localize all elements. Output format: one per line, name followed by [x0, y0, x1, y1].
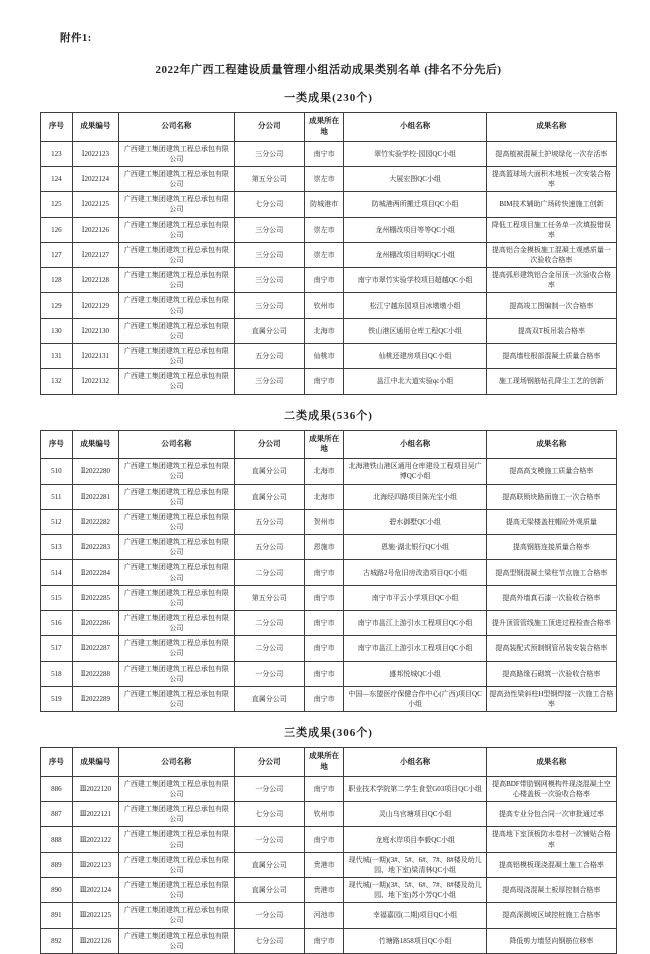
table-cell: 提升顶管管线施工顶进过程检查合格率 [486, 611, 616, 636]
table-cell: Ⅰ2022124 [72, 167, 118, 192]
table-cell: 887 [41, 802, 73, 827]
column-header: 分公司 [234, 748, 304, 777]
table-row [41, 827, 617, 852]
table-cell: 广西建工集团建筑工程总承包有限公司 [119, 268, 235, 293]
table-cell: 第五分公司 [234, 585, 304, 610]
table-row [41, 560, 617, 585]
table-cell: 提高深测坡区域控桩施工合格率 [486, 903, 616, 928]
table-cell: 钦州市 [304, 802, 344, 827]
table-cell: 126 [41, 217, 73, 242]
table-cell: Ⅱ2022281 [72, 484, 118, 509]
table-cell: 二分公司 [234, 636, 304, 661]
table-cell: 北海经四路项目陈光宝小组 [344, 484, 486, 509]
table-cell: 盛邦悦城QC小组 [344, 661, 486, 686]
table-cell: 贵港市 [304, 878, 344, 903]
table-caption-category-3: 三类成果(306个) [284, 727, 373, 740]
table-cell: 七分公司 [234, 192, 304, 217]
column-header: 成果所在地 [304, 430, 344, 459]
table-cell: 贺州市 [304, 509, 344, 534]
table-row [41, 636, 617, 661]
table-cell: Ⅱ2022286 [72, 611, 118, 636]
table-cell: 龙州棚改项目明明QC小组 [344, 242, 486, 267]
table-cell: 仙桃市 [304, 344, 344, 369]
table-cell: 提高钢筋连接质量合格率 [486, 535, 616, 560]
table-cell: 提高现浇混凝土板厚控制合格率 [486, 878, 616, 903]
table-cell: Ⅱ2022289 [72, 686, 118, 711]
table-cell: 南宁市 [304, 661, 344, 686]
table-cell: 二分公司 [234, 611, 304, 636]
table-cell: 890 [41, 878, 73, 903]
table-cell: 515 [41, 585, 73, 610]
table-cell: 职业技术学院第二学生食堂G03项目QC小组 [344, 776, 486, 801]
column-header: 成果编号 [72, 113, 118, 142]
table-cell: 广西建工集团建筑工程总承包有限公司 [119, 192, 235, 217]
table-cell: 广西建工集团建筑工程总承包有限公司 [119, 459, 235, 484]
table-cell: 龙州棚改项目等等QC小组 [344, 217, 486, 242]
table-cell: 三分公司 [234, 141, 304, 166]
table-cell: 广西建工集团建筑工程总承包有限公司 [119, 636, 235, 661]
table-cell: 南宁市 [304, 827, 344, 852]
table-cell: 广西建工集团建筑工程总承包有限公司 [119, 903, 235, 928]
table-cell: 广西建工集团建筑工程总承包有限公司 [119, 484, 235, 509]
table-cell: 三分公司 [234, 242, 304, 267]
table-cell: 龙庭水岸项目李毅QC小组 [344, 827, 486, 852]
table-cell: 恩施市 [304, 535, 344, 560]
table-cell: 南宁市邕江上游引水工程项目QC小组 [344, 611, 486, 636]
column-header: 序号 [41, 113, 73, 142]
table-cell: 提高篮球场大面积木地板一次安装合格率 [486, 167, 616, 192]
table-cell: 广西建工集团建筑工程总承包有限公司 [119, 686, 235, 711]
table-cell: 516 [41, 611, 73, 636]
table-cell: 提高路缘石砌筑一次验收合格率 [486, 661, 616, 686]
table-cell: 125 [41, 192, 73, 217]
table-cell: 广西建工集团建筑工程总承包有限公司 [119, 167, 235, 192]
table-cell: 七分公司 [234, 928, 304, 953]
table-cell: 511 [41, 484, 73, 509]
column-header: 小组名称 [344, 430, 486, 459]
table-cell: 广西建工集团建筑工程总承包有限公司 [119, 878, 235, 903]
table-cell: 提高装配式预制钢管吊装安装合格率 [486, 636, 616, 661]
table-row [41, 167, 617, 192]
table-cell: 广西建工集团建筑工程总承包有限公司 [119, 318, 235, 343]
table-cell: 三分公司 [234, 268, 304, 293]
table-row [41, 802, 617, 827]
table-row [41, 369, 617, 394]
table-cell: 二分公司 [234, 560, 304, 585]
table-cell: 幸福嘉园(二期)项目QC小组 [344, 903, 486, 928]
table-cell: 降低剪力墙竖向钢筋位移率 [486, 928, 616, 953]
table-cell: 南宁市 [304, 928, 344, 953]
table-cell: 施工现场钢筋钻孔降尘工艺的创新 [486, 369, 616, 394]
column-header: 分公司 [234, 430, 304, 459]
table-cell: 仙桃还建房项目QC小组 [344, 344, 486, 369]
table-cell: Ⅲ2022120 [72, 776, 118, 801]
table-cell: 广西建工集团建筑工程总承包有限公司 [119, 293, 235, 318]
table-cell: Ⅰ2022125 [72, 192, 118, 217]
table-row [41, 509, 617, 534]
column-header: 小组名称 [344, 113, 486, 142]
table-cell: 519 [41, 686, 73, 711]
column-header: 成果名称 [486, 748, 616, 777]
table-row [41, 776, 617, 801]
column-header: 公司名称 [119, 430, 235, 459]
table-cell: 三分公司 [234, 293, 304, 318]
table-cell: 直属分公司 [234, 878, 304, 903]
table-cell: Ⅱ2022282 [72, 509, 118, 534]
table-cell: 提高双T板吊装合格率 [486, 318, 616, 343]
table-cell: 130 [41, 318, 73, 343]
table-cell: Ⅲ2022122 [72, 827, 118, 852]
table-cell: 南宁市 [304, 369, 344, 394]
table-cell: 一分公司 [234, 827, 304, 852]
table-row [41, 852, 617, 877]
table-cell: Ⅰ2022123 [72, 141, 118, 166]
table-cell: 防城港市 [304, 192, 344, 217]
table-cell: Ⅲ2022124 [72, 878, 118, 903]
page-title: 2022年广西工程建设质量管理小组活动成果类别名单 (排名不分先后) [155, 64, 502, 76]
table-cell: 七分公司 [234, 802, 304, 827]
table-cell: 广西建工集团建筑工程总承包有限公司 [119, 369, 235, 394]
table-cell: 广西建工集团建筑工程总承包有限公司 [119, 217, 235, 242]
table-cell: 886 [41, 776, 73, 801]
table-cell: 提高植被混凝土护坡绿化一次存活率 [486, 141, 616, 166]
table-cell: Ⅱ2022285 [72, 585, 118, 610]
column-header: 公司名称 [119, 113, 235, 142]
header-row [41, 748, 617, 777]
table-cell: 132 [41, 369, 73, 394]
table-cell: Ⅱ2022284 [72, 560, 118, 585]
table-cell: 提高铝模板现浇混凝土施工合格率 [486, 852, 616, 877]
table-cell: Ⅰ2022128 [72, 268, 118, 293]
table-cell: 三分公司 [234, 217, 304, 242]
column-header: 成果编号 [72, 748, 118, 777]
table-row [41, 318, 617, 343]
table-cell: 松江宁越东园项目冰墩墩小组 [344, 293, 486, 318]
table-cell: Ⅰ2022130 [72, 318, 118, 343]
table-cell: Ⅰ2022131 [72, 344, 118, 369]
table-cell: Ⅰ2022132 [72, 369, 118, 394]
table-cell: 提高劲性梁斜柱H型钢焊接一次施工合格率 [486, 686, 616, 711]
table-row [41, 878, 617, 903]
table-row [41, 459, 617, 484]
table-cell: 现代城(一期)(3#、5#、6#、7#、8#楼及幼儿园、地下室)苏小芳QC小组 [344, 878, 486, 903]
table-cell: 钦州市 [304, 293, 344, 318]
table-cell: 灵山乌官塘项目QC小组 [344, 802, 486, 827]
table-row [41, 293, 617, 318]
table-cell: Ⅰ2022126 [72, 217, 118, 242]
table-cell: 南宁市 [304, 585, 344, 610]
table-cell: 提高铝合金模板施工混凝土观感质量一次验收合格率 [486, 242, 616, 267]
table-cell: 提高地下室顶板防水卷材一次铺贴合格率 [486, 827, 616, 852]
table-cell: 第五分公司 [234, 167, 304, 192]
table-cell: 三分公司 [234, 369, 304, 394]
table-cell: 南宁市平云小学项目QC小组 [344, 585, 486, 610]
table-cell: 崇左市 [304, 167, 344, 192]
table-cell: 中国—东盟医疗保健合作中心(广西)项目QC小组 [344, 686, 486, 711]
table-cell: 广西建工集团建筑工程总承包有限公司 [119, 776, 235, 801]
table-caption-category-2: 二类成果(536个) [284, 409, 373, 422]
table-cell: 恩施·湖北银行QC小组 [344, 535, 486, 560]
results-table-category-1 [40, 112, 617, 395]
table-cell: 提高墙柱根部混凝土质量合格率 [486, 344, 616, 369]
table-cell: 124 [41, 167, 73, 192]
table-cell: 129 [41, 293, 73, 318]
table-cell: 五分公司 [234, 509, 304, 534]
table-cell: 一分公司 [234, 661, 304, 686]
table-cell: 892 [41, 928, 73, 953]
table-cell: 提高无梁楼盖柱帽砼外观质量 [486, 509, 616, 534]
table-row [41, 484, 617, 509]
table-cell: 提高联锁块路面施工一次合格率 [486, 484, 616, 509]
table-cell: 降低工程项目施工任务单一次填报错误率 [486, 217, 616, 242]
table-cell: 直属分公司 [234, 484, 304, 509]
table-cell: 铁山港区通用仓库工程QC小组 [344, 318, 486, 343]
table-cell: 南宁市 [304, 560, 344, 585]
table-cell: Ⅲ2022121 [72, 802, 118, 827]
table-cell: 889 [41, 852, 73, 877]
table-cell: Ⅱ2022288 [72, 661, 118, 686]
table-cell: Ⅱ2022283 [72, 535, 118, 560]
table-cell: 一分公司 [234, 776, 304, 801]
results-table-category-3 [40, 747, 617, 954]
table-cell: 123 [41, 141, 73, 166]
table-cell: 一分公司 [234, 903, 304, 928]
header-row [41, 113, 617, 142]
table-cell: 北海港铁山港区通用仓库建设工程项目吴广博QC小组 [344, 459, 486, 484]
table-cell: 513 [41, 535, 73, 560]
table-cell: 崇左市 [304, 217, 344, 242]
table-cell: Ⅰ2022129 [72, 293, 118, 318]
table-cell: 127 [41, 242, 73, 267]
table-cell: Ⅱ2022287 [72, 636, 118, 661]
table-cell: 广西建工集团建筑工程总承包有限公司 [119, 852, 235, 877]
table-cell: 广西建工集团建筑工程总承包有限公司 [119, 928, 235, 953]
table-cell: 直属分公司 [234, 686, 304, 711]
table-cell: 五分公司 [234, 344, 304, 369]
attachment-label: 附件1: [60, 33, 92, 44]
table-cell: 古城路2号危旧房改造项目QC小组 [344, 560, 486, 585]
table-cell: 直属分公司 [234, 852, 304, 877]
table-cell: 888 [41, 827, 73, 852]
table-row [41, 268, 617, 293]
table-row [41, 535, 617, 560]
table-cell: 广西建工集团建筑工程总承包有限公司 [119, 611, 235, 636]
table-cell: Ⅲ2022125 [72, 903, 118, 928]
table-row [41, 903, 617, 928]
results-table-category-2 [40, 430, 617, 713]
table-row [41, 192, 617, 217]
table-cell: 提高竣工图编制一次合格率 [486, 293, 616, 318]
table-cell: 广西建工集团建筑工程总承包有限公司 [119, 802, 235, 827]
table-cell: 南宁市 [304, 686, 344, 711]
column-header: 成果编号 [72, 430, 118, 459]
table-cell: 北海市 [304, 484, 344, 509]
table-cell: 提高专业分包合同一次审批通过率 [486, 802, 616, 827]
table-caption-category-1: 一类成果(230个) [284, 92, 373, 104]
table-cell: 514 [41, 560, 73, 585]
table-cell: 现代城(一期)(3#、5#、6#、7#、8#楼及幼儿园、地下室)梁清林QC小组 [344, 852, 486, 877]
table-cell: 提高型钢混凝土梁柱节点施工合格率 [486, 560, 616, 585]
table-cell: 南宁市 [304, 636, 344, 661]
table-cell: 北海市 [304, 318, 344, 343]
column-header: 序号 [41, 430, 73, 459]
table-cell: 防城港两所搬迁项目QC小组 [344, 192, 486, 217]
table-cell: 翠竹实验学校·园园QC小组 [344, 141, 486, 166]
table-cell: 南宁市 [304, 141, 344, 166]
table-cell: 北海市 [304, 459, 344, 484]
table-cell: 512 [41, 509, 73, 534]
column-header: 序号 [41, 748, 73, 777]
table-cell: 南宁市 [304, 776, 344, 801]
table-cell: 提高BDF带肋钢网模构件现浇混凝土空心楼盖板一次验收合格率 [486, 776, 616, 801]
table-cell: BIM技术辅助广场砖快速施工创新 [486, 192, 616, 217]
table-cell: 提高外墙真石漆一次验收合格率 [486, 585, 616, 610]
table-cell: 广西建工集团建筑工程总承包有限公司 [119, 585, 235, 610]
table-cell: 竹塘路1858项目QC小组 [344, 928, 486, 953]
table-row [41, 661, 617, 686]
column-header: 小组名称 [344, 748, 486, 777]
table-cell: 广西建工集团建筑工程总承包有限公司 [119, 661, 235, 686]
table-cell: 南宁市翠竹实验学校项目超越QC小组 [344, 268, 486, 293]
table-cell: 碧水御墅QC小组 [344, 509, 486, 534]
table-cell: 891 [41, 903, 73, 928]
table-row [41, 928, 617, 953]
table-cell: Ⅰ2022127 [72, 242, 118, 267]
table-cell: 广西建工集团建筑工程总承包有限公司 [119, 141, 235, 166]
table-cell: 大展宏图QC小组 [344, 167, 486, 192]
table-cell: 广西建工集团建筑工程总承包有限公司 [119, 827, 235, 852]
column-header: 公司名称 [119, 748, 235, 777]
table-cell: 南宁市邕江上游引水工程项目QC小组 [344, 636, 486, 661]
table-cell: Ⅲ2022123 [72, 852, 118, 877]
table-cell: 直属分公司 [234, 459, 304, 484]
table-cell: 五分公司 [234, 535, 304, 560]
table-row [41, 217, 617, 242]
table-cell: 510 [41, 459, 73, 484]
table-cell: 河池市 [304, 903, 344, 928]
table-cell: 广西建工集团建筑工程总承包有限公司 [119, 535, 235, 560]
table-cell: 南宁市 [304, 611, 344, 636]
column-header: 成果名称 [486, 430, 616, 459]
column-header: 成果名称 [486, 113, 616, 142]
table-cell: 贵港市 [304, 852, 344, 877]
table-cell: 南宁市 [304, 268, 344, 293]
table-cell: 广西建工集团建筑工程总承包有限公司 [119, 242, 235, 267]
table-row [41, 686, 617, 711]
table-cell: 517 [41, 636, 73, 661]
table-cell: 直属分公司 [234, 318, 304, 343]
table-cell: 崇左市 [304, 242, 344, 267]
table-row [41, 585, 617, 610]
column-header: 分公司 [234, 113, 304, 142]
table-cell: Ⅱ2022280 [72, 459, 118, 484]
column-header: 成果所在地 [304, 748, 344, 777]
table-cell: 广西建工集团建筑工程总承包有限公司 [119, 509, 235, 534]
table-cell: 128 [41, 268, 73, 293]
table-cell: 131 [41, 344, 73, 369]
table-cell: 518 [41, 661, 73, 686]
table-row [41, 141, 617, 166]
table-row [41, 242, 617, 267]
table-cell: 邕江中北大道实验qc小组 [344, 369, 486, 394]
table-cell: 广西建工集团建筑工程总承包有限公司 [119, 344, 235, 369]
table-row [41, 344, 617, 369]
table-row [41, 611, 617, 636]
table-cell: 提高高支模施工质量合格率 [486, 459, 616, 484]
table-cell: 提高弧形建筑铝合金吊顶一次验收合格率 [486, 268, 616, 293]
table-cell: Ⅲ2022126 [72, 928, 118, 953]
table-cell: 广西建工集团建筑工程总承包有限公司 [119, 560, 235, 585]
column-header: 成果所在地 [304, 113, 344, 142]
header-row [41, 430, 617, 459]
